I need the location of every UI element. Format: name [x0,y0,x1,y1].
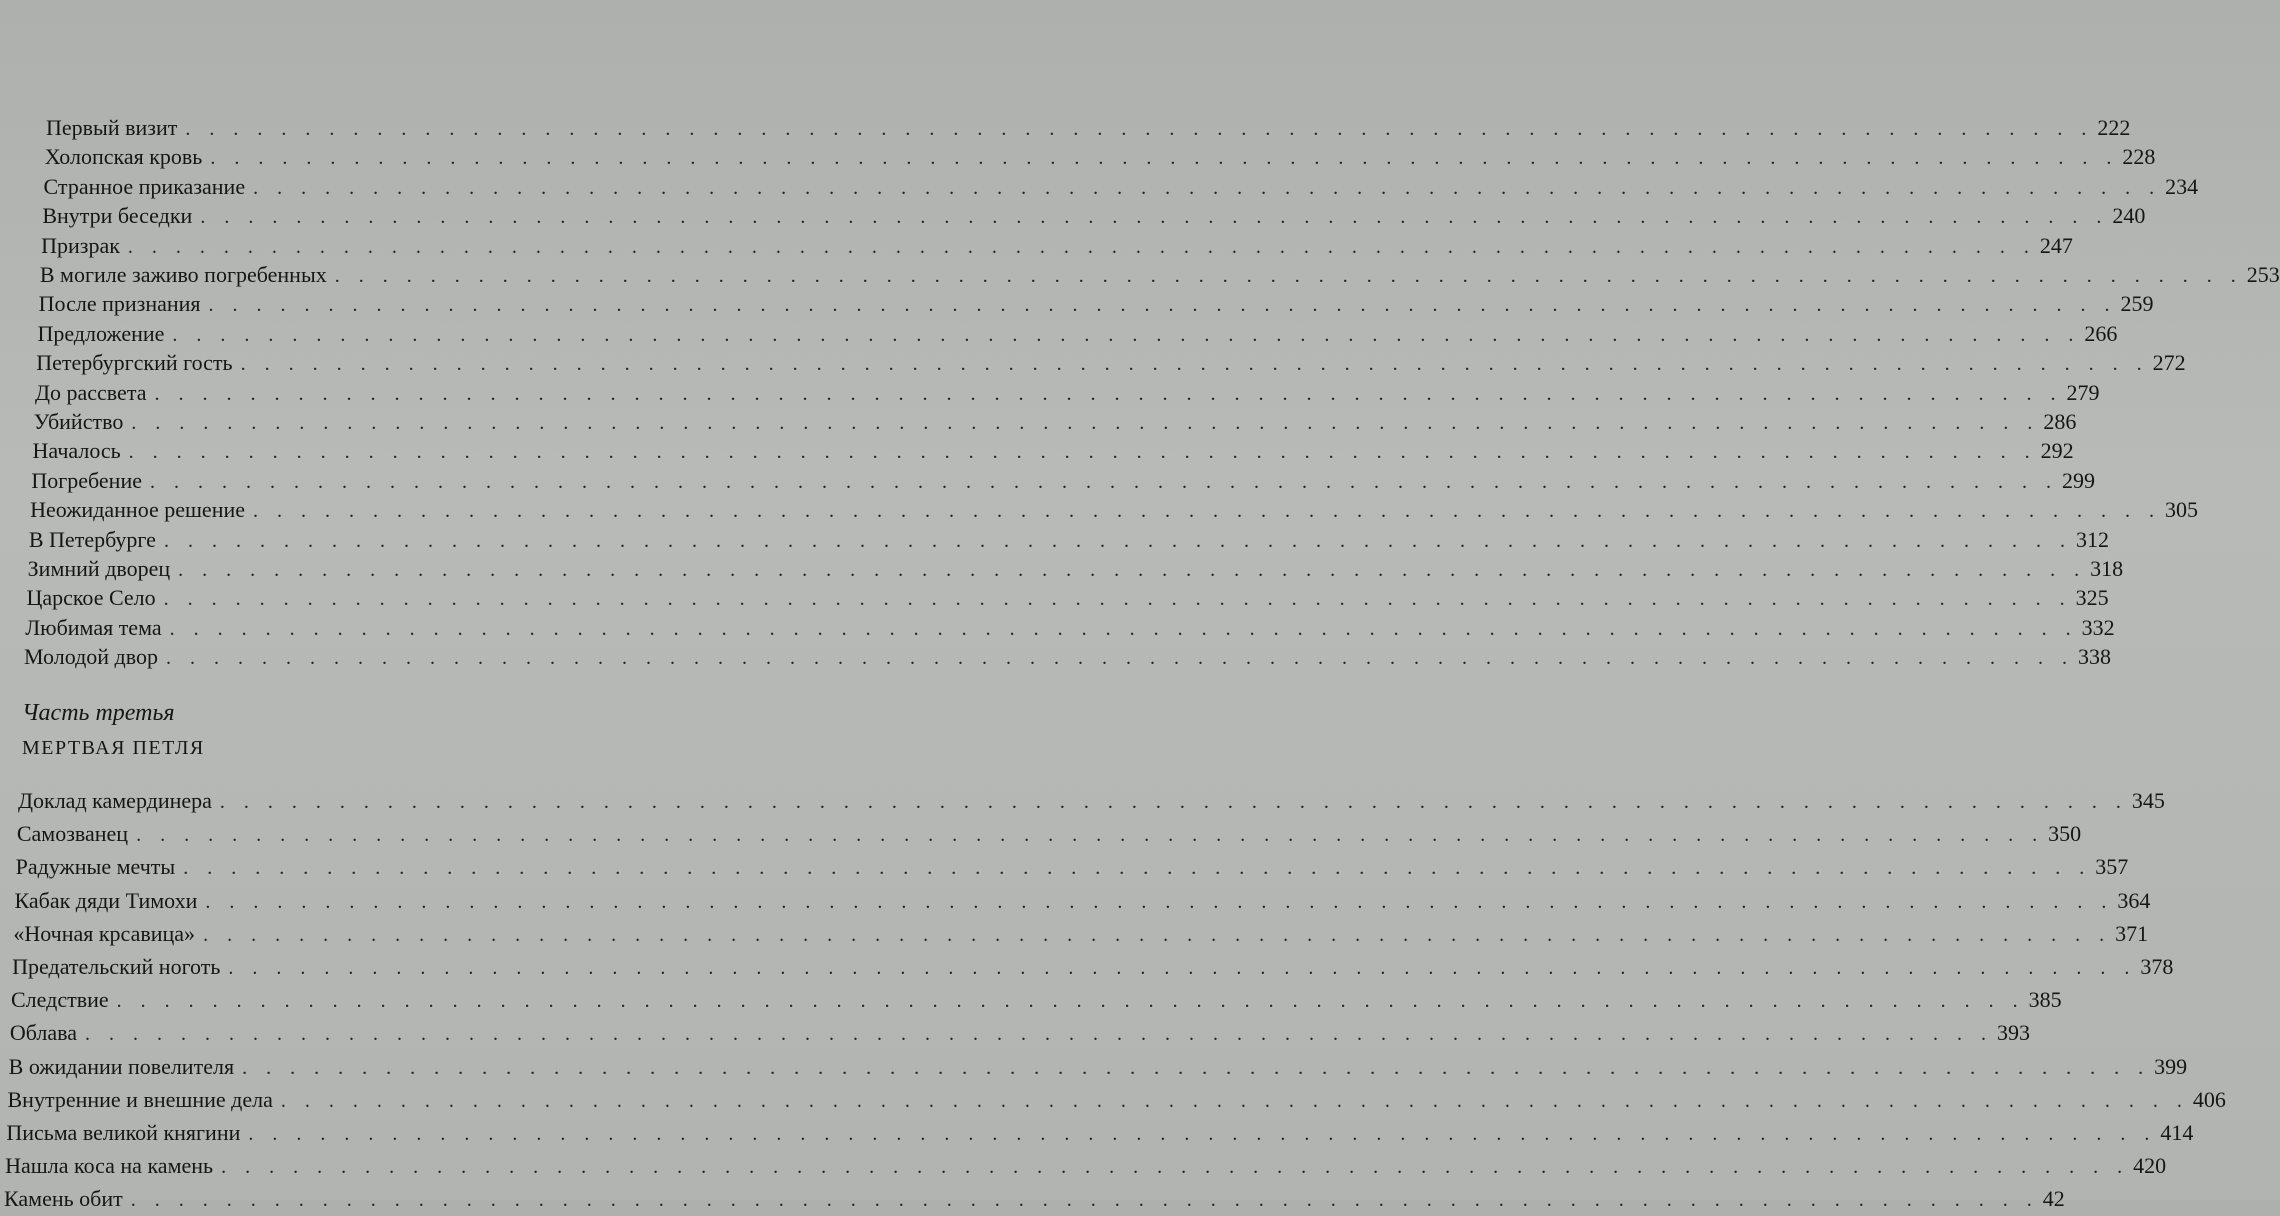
toc-entry-page-number: 420 [2133,1153,2167,1179]
toc-entry-title: Самозванец [16,821,129,847]
toc-entry [36,347,2186,379]
toc-entry [7,1084,2226,1116]
toc-entry-title: В Петербурге [28,526,156,552]
toc-dot-leader: . . . . . . . . . . . . . . . . . . . . . . . . . . . . . . . . . . . . . . . . . . . . . . . . . . . . . . . . . . . . . . . . . . . . . . . . . . . . . . . . [228,957,2137,979]
toc-dot-leader: . . . . . . . . . . . . . . . . . . . . . . . . . . . . . . . . . . . . . . . . . . . . . . . . . . . . . . . . . . . . . . . . . . . . . . . . . . . . . . . . [242,1056,2151,1079]
toc-entry [33,406,2077,438]
toc-entry [14,885,2151,917]
toc-entry-title: Первый визит [46,115,178,140]
toc-entry-page-number: 286 [2043,409,2077,434]
toc-entry-page-number: 266 [2084,320,2118,346]
toc-entry [24,641,2111,673]
toc-entry-title: В ожидании повелителя [8,1053,235,1079]
toc-entry-page-number: 228 [2122,144,2156,170]
toc-entry [38,288,2154,320]
toc-entry [27,553,2124,585]
toc-entry-page-number: 399 [2154,1053,2188,1079]
toc-dot-leader: . . . . . . . . . . . . . . . . . . . . . . . . . . . . . . . . . . . . . . . . . . . . . . . . . . . . . . . . . . . . . . . . . . . . . . . . . . . . . . . . [280,1089,2189,1112]
toc-entry-title: Призрак [41,232,120,258]
toc-entry-page-number: 364 [2117,887,2151,913]
toc-entry-title: Внутри беседки [42,203,193,229]
toc-entry-page-number: 42 [2042,1186,2065,1212]
toc-entry-page-number: 318 [2090,556,2124,581]
toc-dot-leader: . . . . . . . . . . . . . . . . . . . . . . . . . . . . . . . . . . . . . . . . . . . . . . . . . . . . . . . . . . . . . . . . . . . . . . . . . . . . . . . . [172,323,2081,346]
toc-entry-title: Доклад камердинера [18,788,212,813]
toc-entry [15,851,2129,883]
toc-entry-title: Молодой двор [24,644,158,670]
toc-entry-page-number: 253 [2246,262,2280,287]
toc-entry-title: До рассвета [35,379,147,405]
toc-dot-leader: . . . . . . . . . . . . . . . . . . . . . . . . . . . . . . . . . . . . . . . . . . . . . . . . . . . . . . . . . . . . . . . . . . . . . . . . . . . . . . . . [185,118,2094,140]
toc-entry-title: После признания [38,291,201,317]
toc-entry-title: В могиле заживо погребенных [39,262,327,287]
toc-entry [25,612,2115,644]
toc-entry-title: Петербургский гость [36,350,233,376]
toc-entry-title: Неожиданное решение [30,497,246,523]
toc-entry-page-number: 338 [2077,644,2111,670]
toc-entry [39,259,2280,291]
toc-entry-title: Облава [9,1020,77,1046]
toc-entry-page-number: 240 [2112,203,2146,229]
toc-entry-page-number: 332 [2081,614,2115,640]
toc-entry [44,141,2156,173]
toc-entry [13,918,2149,950]
toc-entry-page-number: 292 [2040,438,2074,464]
toc-dot-leader: . . . . . . . . . . . . . . . . . . . . . . . . . . . . . . . . . . . . . . . . . . . . . . . . . . . . . . . . . . . . . . . . . . . . . . . . . . . . . . . . [200,206,2109,229]
toc-entry-page-number: 325 [2075,585,2109,611]
toc-entry [46,112,2131,144]
toc-entry-title: Предложение [37,320,165,346]
toc-entry [35,377,2100,409]
toc-dot-leader: . . . . . . . . . . . . . . . . . . . . . . . . . . . . . . . . . . . . . . . . . . . . . . . . . . . . . . . . . . . . . . . . . . . . . . . . . . . . . . . . [149,470,2058,493]
toc-entry [37,318,2118,350]
toc-dot-leader: . . . . . . . . . . . . . . . . . . . . . . . . . . . . . . . . . . . . . . . . . . . . . . . . . . . . . . . . . . . . . . . . . . . . . . . . . . . . . . . . [136,824,2045,847]
toc-entry-title: Кабак дяди Тимохи [14,887,198,913]
toc-dot-leader: . . . . . . . . . . . . . . . . . . . . . . . . . . . . . . . . . . . . . . . . . . . . . . . . . . . . . . . . . . . . . . . . . . . . . . . . . . . . . . . . [248,1123,2157,1145]
part-title: Часть третья [22,700,175,726]
toc-dot-leader: . . . . . . . . . . . . . . . . . . . . . . . . . . . . . . . . . . . . . . . . . . . . . . . . . . . . . . . . . . . . . . . . . . . . . . . . . . . . . . . . [169,617,2078,640]
toc-entry-title: Царское Село [26,585,156,611]
toc-dot-leader: . . . . . . . . . . . . . . . . . . . . . . . . . . . . . . . . . . . . . . . . . . . . . . . . . . . . . . . . . . . . . . . . . . . . . . . . . . . . . . . . [205,890,2114,913]
toc-entry-title: Погребение [31,467,142,493]
toc-dot-leader: . . . . . . . . . . . . . . . . . . . . . . . . . . . . . . . . . . . . . . . . . . . . . . . . . . . . . . . . . . . . . . . . . . . . . . . . . . . . . . . . [240,353,2149,376]
toc-entry [16,818,2082,850]
toc-entry-page-number: 247 [2039,232,2073,258]
toc-dot-leader: . . . . . . . . . . . . . . . . . . . . . . . . . . . . . . . . . . . . . . . . . . . . . . . . . . . . . . . . . . . . . . . . . . . . . . . . . . . . . . . . [334,265,2243,287]
toc-entry-page-number: 350 [2048,821,2082,847]
toc-dot-leader: . . . . . . . . . . . . . . . . . . . . . . . . . . . . . . . . . . . . . . . . . . . . . . . . . . . . . . . . . . . . . . . . . . . . . . . . . . . . . . . . [163,529,2072,552]
toc-dot-leader: . . . . . . . . . . . . . . . . . . . . . . . . . . . . . . . . . . . . . . . . . . . . . . . . . . . . . . . . . . . . . . . . . . . . . . . . . . . . . . . . [127,235,2036,258]
toc-dot-leader: . . . . . . . . . . . . . . . . . . . . . . . . . . . . . . . . . . . . . . . . . . . . . . . . . . . . . . . . . . . . . . . . . . . . . . . . . . . . . . . . [253,176,2162,199]
toc-dot-leader: . . . . . . . . . . . . . . . . . . . . . . . . . . . . . . . . . . . . . . . . . . . . . . . . . . . . . . . . . . . . . . . . . . . . . . . . . . . . . . . . [183,857,2092,880]
toc-entry-page-number: 385 [2028,987,2062,1013]
toc-entry-page-number: 414 [2160,1120,2194,1145]
toc-entry [28,524,2109,556]
toc-dot-leader: . . . . . . . . . . . . . . . . . . . . . . . . . . . . . . . . . . . . . . . . . . . . . . . . . . . . . . . . . . . . . . . . . . . . . . . . . . . . . . . . [178,559,2087,581]
toc-dot-leader: . . . . . . . . . . . . . . . . . . . . . . . . . . . . . . . . . . . . . . . . . . . . . . . . . . . . . . . . . . . . . . . . . . . . . . . . . . . . . . . . [221,1156,2130,1179]
toc-entry-title: Странное приказание [43,173,246,199]
toc-entry-page-number: 222 [2097,115,2131,140]
toc-entry-page-number: 312 [2075,526,2109,552]
toc-entry [26,582,2109,614]
toc-entry-title: Внутренние и внешние дела [7,1086,273,1112]
toc-entry [41,230,2073,262]
toc-entry-title: «Ночная крсавица» [13,920,196,946]
toc-entry-page-number: 406 [2192,1086,2226,1112]
section-title: МЕРТВАЯ ПЕТЛЯ [22,737,205,759]
toc-dot-leader: . . . . . . . . . . . . . . . . . . . . . . . . . . . . . . . . . . . . . . . . . . . . . . . . . . . . . . . . . . . . . . . . . . . . . . . . . . . . . . . . [84,1023,1993,1046]
toc-entry [12,951,2174,983]
toc-entry [11,984,2062,1016]
toc-dot-leader: . . . . . . . . . . . . . . . . . . . . . . . . . . . . . . . . . . . . . . . . . . . . . . . . . . . . . . . . . . . . . . . . . . . . . . . . . . . . . . . . [116,990,2025,1013]
toc-dot-leader: . . . . . . . . . . . . . . . . . . . . . . . . . . . . . . . . . . . . . . . . . . . . . . . . . . . . . . . . . . . . . . . . . . . . . . . . . . . . . . . . [131,412,2040,434]
toc-entry-title: Радужные мечты [15,854,176,880]
toc-dot-leader: . . . . . . . . . . . . . . . . . . . . . . . . . . . . . . . . . . . . . . . . . . . . . . . . . . . . . . . . . . . . . . . . . . . . . . . . . . . . . . . . [203,923,2112,946]
toc-entry-page-number: 272 [2152,350,2186,376]
toc-entry [18,785,2165,817]
toc-entry [6,1117,2194,1149]
toc-entry-page-number: 345 [2131,788,2165,813]
toc-dot-leader: . . . . . . . . . . . . . . . . . . . . . . . . . . . . . . . . . . . . . . . . . . . . . . . . . . . . . . . . . . . . . . . . . . . . . . . . . . . . . . . . [165,647,2074,670]
toc-dot-leader: . . . . . . . . . . . . . . . . . . . . . . . . . . . . . . . . . . . . . . . . . . . . . . . . . . . . . . . . . . . . . . . . . . . . . . . . . . . . . . . . [154,382,2063,405]
toc-dot-leader: . . . . . . . . . . . . . . . . . . . . . . . . . . . . . . . . . . . . . . . . . . . . . . . . . . . . . . . . . . . . . . . . . . . . . . . . . . . . . . . . [128,441,2037,464]
toc-dot-leader: . . . . . . . . . . . . . . . . . . . . . . . . . . . . . . . . . . . . . . . . . . . . . . . . . . . . . . . . . . . . . . . . . . . . . . . . . . . . . . . . [130,1189,2039,1212]
toc-dot-leader: . . . . . . . . . . . . . . . . . . . . . . . . . . . . . . . . . . . . . . . . . . . . . . . . . . . . . . . . . . . . . . . . . . . . . . . . . . . . . . . . [163,588,2072,611]
toc-entry [9,1017,2030,1049]
toc-entry-title: Письма великой княгини [6,1120,241,1145]
toc-entry-title: Холопская кровь [44,144,203,170]
toc-entry [31,465,2095,497]
toc-entry-page-number: 357 [2095,854,2129,880]
toc-entry-title: Камень обит [4,1186,123,1212]
toc-entry [43,171,2199,203]
toc-entry-title: Предательский ноготь [12,954,221,979]
toc-entry [42,200,2146,232]
toc-dot-leader: . . . . . . . . . . . . . . . . . . . . . . . . . . . . . . . . . . . . . . . . . . . . . . . . . . . . . . . . . . . . . . . . . . . . . . . . . . . . . . . . [219,791,2128,813]
toc-entry [4,1183,2065,1215]
toc-entry-page-number: 371 [2115,920,2149,946]
toc-entry [32,435,2074,467]
toc-dot-leader: . . . . . . . . . . . . . . . . . . . . . . . . . . . . . . . . . . . . . . . . . . . . . . . . . . . . . . . . . . . . . . . . . . . . . . . . . . . . . . . . [210,147,2119,170]
toc-entry-page-number: 378 [2140,954,2174,979]
toc-entry-title: Следствие [11,987,109,1013]
toc-entry-page-number: 279 [2066,379,2100,405]
toc-dot-leader: . . . . . . . . . . . . . . . . . . . . . . . . . . . . . . . . . . . . . . . . . . . . . . . . . . . . . . . . . . . . . . . . . . . . . . . . . . . . . . . . [208,294,2117,317]
toc-entry-title: Убийство [33,409,124,434]
toc-entry-title: Нашла коса на камень [5,1153,214,1179]
toc-entry-title: Началось [32,438,121,464]
toc-entry-page-number: 305 [2165,497,2199,523]
toc-entry [30,494,2199,526]
toc-entry-page-number: 393 [1996,1020,2030,1046]
toc-entry-title: Зимний дворец [27,556,171,581]
toc-entry-page-number: 299 [2061,467,2095,493]
toc-entry-title: Любимая тема [25,614,162,640]
toc-entry [8,1051,2188,1083]
toc-entry-page-number: 234 [2165,173,2199,199]
toc-entry-page-number: 259 [2120,291,2154,317]
toc-dot-leader: . . . . . . . . . . . . . . . . . . . . . . . . . . . . . . . . . . . . . . . . . . . . . . . . . . . . . . . . . . . . . . . . . . . . . . . . . . . . . . . . [253,500,2162,523]
toc-entry [5,1150,2167,1182]
